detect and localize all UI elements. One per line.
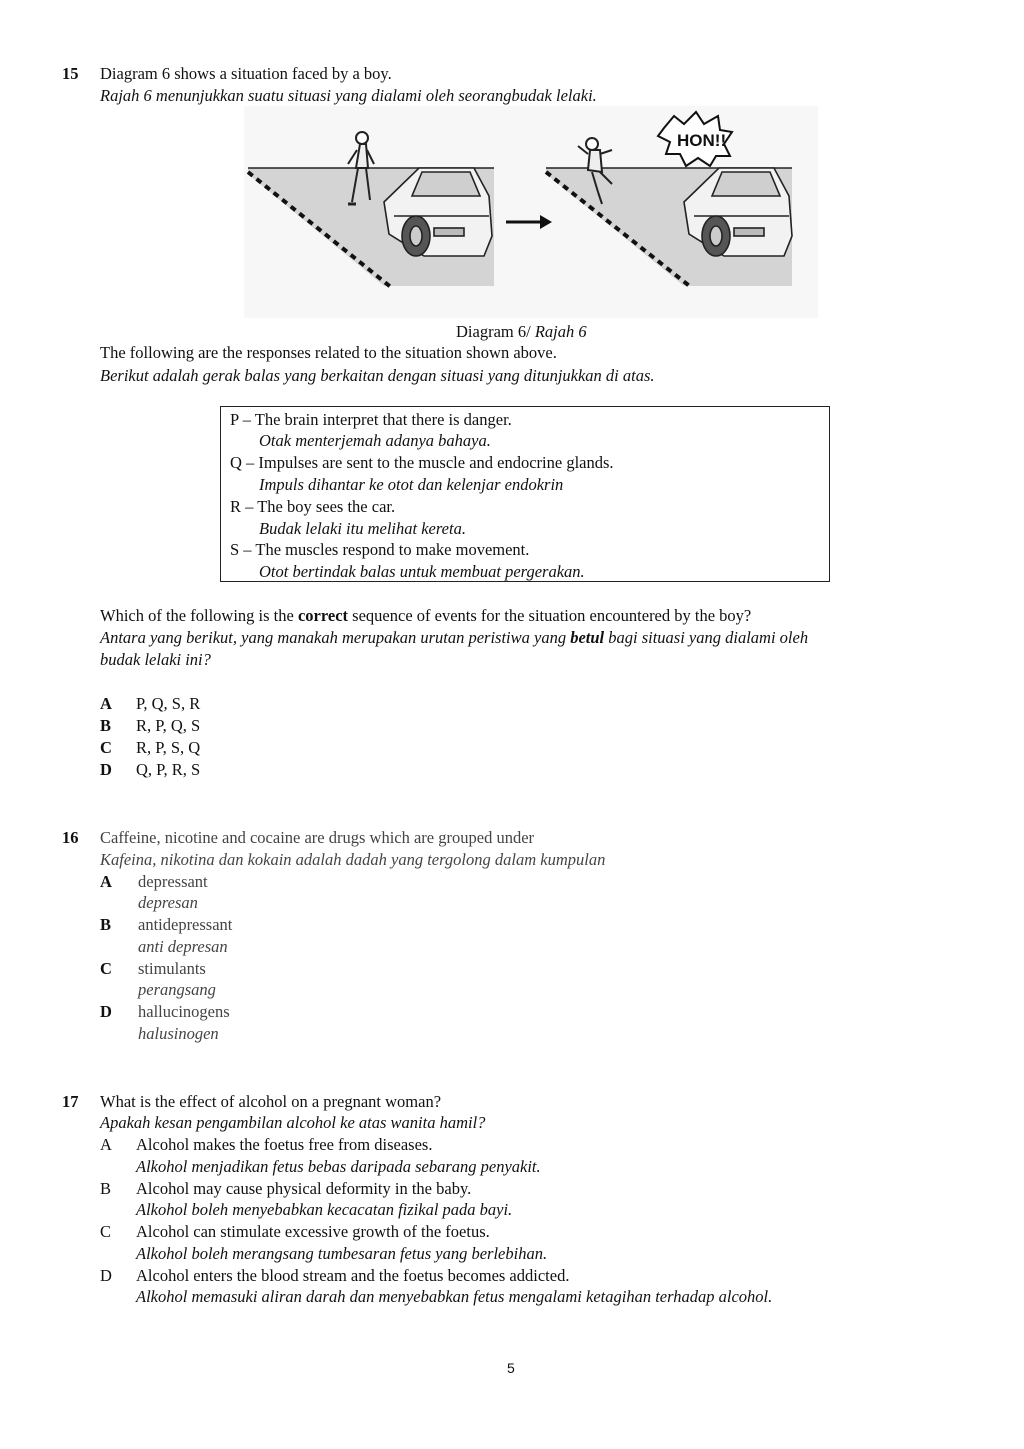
diagram-6-caption: [456, 322, 587, 342]
q16-option-d-ms: halusinogen: [138, 1024, 219, 1043]
q15-question-ms-bold: betul: [570, 628, 605, 647]
q15-question-en: [100, 606, 751, 626]
response-p-ms: Otak menterjemah adanya bahaya.: [259, 431, 491, 450]
response-r-en: R – The boy sees the car.: [230, 497, 396, 516]
q15-question-ms-post: bagi situasi yang dialami oleh: [604, 628, 809, 647]
responses-intro-en: The following are the responses related to the situation shown above.: [100, 343, 557, 362]
responses-intro-ms: Berikut adalah gerak balas yang berkaitan dengan situasi yang ditunjukkan di atas.: [100, 366, 655, 385]
caption-ms: Rajah 6: [534, 322, 587, 341]
response-s-en: S – The muscles respond to make movement.: [230, 540, 530, 559]
q17-option-b-letter: B: [100, 1179, 112, 1198]
q17-number: 17: [62, 1092, 79, 1111]
q16-stem-en: Caffeine, nicotine and cocaine are drugs which are grouped under: [100, 828, 535, 847]
q17-option-a-ms: Alkohol menjadikan fetus bebas daripada sebarang penyakit.: [136, 1157, 541, 1176]
q16-option-c-en: stimulants: [138, 959, 206, 978]
q17-option-d-en: Alcohol enters the blood stream and the foetus becomes addicted.: [136, 1266, 570, 1285]
q15-option-a-letter: A: [100, 694, 112, 713]
q16-option-b-letter: B: [100, 915, 112, 934]
q17-option-b-ms: Alkohol boleh menyebabkan kecacatan fizikal pada bayi.: [136, 1200, 513, 1219]
q15-option-b-letter: B: [100, 716, 112, 735]
response-q-ms: Impuls dihantar ke otot dan kelenjar endokrin: [259, 475, 564, 494]
response-s-ms: Otot bertindak balas untuk membuat pergerakan.: [259, 562, 585, 581]
q17-option-c-letter: C: [100, 1222, 112, 1241]
page-number: 5: [507, 1360, 515, 1376]
q15-option-d-letter: D: [100, 760, 112, 779]
response-r-ms: Budak lelaki itu melihat kereta.: [259, 519, 466, 538]
q16-option-c-ms: perangsang: [138, 980, 216, 999]
q16-option-a-letter: A: [100, 872, 112, 891]
q15-option-d-text: Q, P, R, S: [136, 760, 201, 779]
q15-option-c-letter: C: [100, 738, 112, 757]
q16-option-b-en: antidepressant: [138, 915, 233, 934]
q15-stem-ms: Rajah 6 menunjukkan suatu situasi yang dialami oleh seorangbudak lelaki.: [100, 86, 597, 105]
q17-option-a-en: Alcohol makes the foetus free from diseases.: [136, 1135, 433, 1154]
q16-number: 16: [62, 828, 79, 847]
hon-text: HON!!: [677, 131, 727, 150]
q17-stem-en: What is the effect of alcohol on a pregnant woman?: [100, 1092, 442, 1111]
q15-option-c-text: R, P, S, Q: [136, 738, 201, 757]
q15-option-a-text: P, Q, S, R: [136, 694, 201, 713]
q17-option-d-ms: Alkohol memasuki aliran darah dan menyebabkan fetus mengalami ketagihan terhadap alcohol.: [136, 1287, 773, 1306]
response-p-en: P – The brain interpret that there is danger.: [230, 410, 512, 429]
response-q-en: Q – Impulses are sent to the muscle and endocrine glands.: [230, 453, 614, 472]
q17-option-c-en: Alcohol can stimulate excessive growth of the foetus.: [136, 1222, 490, 1241]
q16-option-a-en: depressant: [138, 872, 208, 891]
q16-stem-ms: Kafeina, nikotina dan kokain adalah dadah yang tergolong dalam kumpulan: [100, 850, 606, 869]
q17-stem-ms: Apakah kesan pengambilan alcohol ke atas wanita hamil?: [100, 1113, 486, 1132]
q16-option-a-ms: depresan: [138, 893, 198, 912]
q15-stem-en: Diagram 6 shows a situation faced by a boy.: [100, 64, 392, 83]
q16-option-b-ms: anti depresan: [138, 937, 228, 956]
q16-option-c-letter: C: [100, 959, 112, 978]
q15-question-ms-line2: budak lelaki ini?: [100, 650, 211, 669]
caption-en: Diagram 6/: [456, 322, 531, 341]
q15-question-en-bold: correct: [297, 606, 349, 625]
q17-option-b-en: Alcohol may cause physical deformity in the baby.: [136, 1179, 472, 1198]
q15-number: 15: [62, 64, 79, 83]
q15-question-ms: [100, 628, 808, 648]
q16-option-d-letter: D: [100, 1002, 112, 1021]
q15-question-en-pre: Which of the following is the: [100, 606, 298, 625]
q16-option-d-en: hallucinogens: [138, 1002, 230, 1021]
q15-question-ms-pre: Antara yang berikut, yang manakah merupakan urutan peristiwa yang: [100, 628, 571, 647]
diagram-6-illustration: [244, 106, 818, 318]
q15-option-b-text: R, P, Q, S: [136, 716, 201, 735]
q15-question-en-post: sequence of events for the situation encountered by the boy?: [348, 606, 752, 625]
q17-option-a-letter: A: [100, 1135, 112, 1154]
q17-option-c-ms: Alkohol boleh merangsang tumbesaran fetus yang berlebihan.: [136, 1244, 548, 1263]
q17-option-d-letter: D: [100, 1266, 112, 1285]
